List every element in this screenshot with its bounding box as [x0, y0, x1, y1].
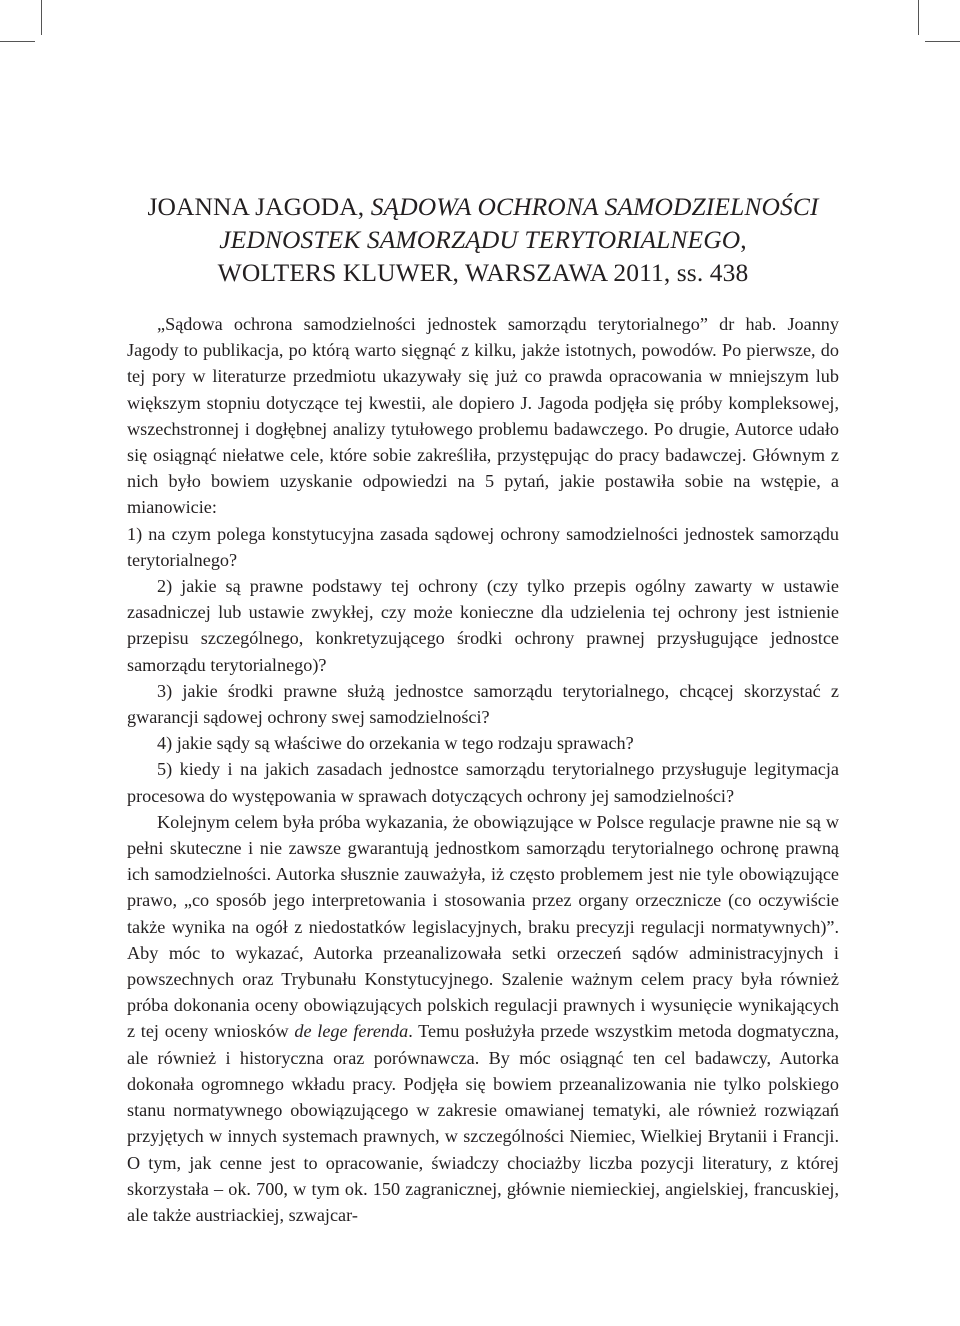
question-2: 2) jakie są prawne podstawy tej ochrony (czy tylko przepis ogólny zawarty w ustawie zasadniczej lub ustawie zwykłej, czy może konieczne dla udzielenia tej ochrony jest istnienie przepisu szczególnego, konkretyzującego środki ochrony prawnej przysługujące jednostce samorządu terytorialnego)? [127, 576, 839, 675]
review-body [127, 311, 839, 1228]
latin-phrase: de lege ferenda [294, 1021, 409, 1042]
crop-mark-top-left [41, 0, 42, 35]
review-title [127, 190, 839, 289]
paragraph-main [127, 809, 839, 1228]
crop-mark-right-top [925, 41, 960, 42]
crop-mark-top-right [918, 0, 919, 35]
title-comma: , [740, 225, 747, 254]
author-name: JOANNA JAGODA, [147, 192, 371, 221]
document-page [127, 190, 839, 1228]
paragraph-main-part2: . Temu posłużyła przede wszystkim metoda dogmatyczna, ale również i historyczna oraz porównawcza. By móc osiągnąć ten cel badawczy, Autorka dokonała ogromnego wkładu pracy. Podjęła się bowiem przeanalizowania nie tylko polskiego stanu normatywnego obowiązującego w zakresie omawianej tematyki, ale również rozwiązań przyjętych w innych systemach prawnych, w szczególności Niemiec, Wielkiej Brytanii i Francji. O tym, jak cenne jest to opracowanie, świadczy chociażby liczba pozycji literatury, z której skorzystała – ok. 700, w tym ok. 150 zagranicznej, głównie niemieckiej, angielskiej, francuskiej, ale także austriackiej, szwajcar- [127, 1021, 839, 1225]
question-1: 1) na czym polega konstytucyjna zasada sądowej ochrony samodzielności jednostek samorządu terytorialnego? [127, 523, 839, 570]
question-3: 3) jakie środki prawne służą jednostce samorządu terytorialnego, chcącej skorzystać z gwarancji sądowej ochrony swej samodzielności? [127, 680, 839, 728]
book-title-line1: SĄDOWA OCHRONA SAMODZIELNOŚCI [370, 192, 819, 221]
paragraph-main-part1: Kolejnym celem była próba wykazania, że obowiązujące w Polsce regulacje prawne nie są w pełni skuteczne i nie zawsze gwarantują jednostkom samorządu terytorialnego ochronę prawną ich samodzielności. Autorka słusznie zauważyła, iż często problemem jest nie tyle obowiązujące prawo, „co sposób jego interpretowania i stosowania przez organy orzecznicze (co oczywiście także wynika na ogół z niedostatków legislacyjnych, braku precyzji regulacji normatywnych)”. Aby móc to wykazać, Autorka przeanalizowała setki orzeczeń sądów administracyjnych i powszechnych oraz Trybunału Konstytucyjnego. Szalenie ważnym celem pracy była również próba dokonania oceny obowiązujących polskich regulacji prawnych i wysunięcie wynikających z tej oceny wniosków [127, 811, 839, 1042]
question-4: 4) jakie sądy są właściwe do orzekania w tego rodzaju sprawach? [157, 733, 634, 754]
question-5: 5) kiedy i na jakich zasadach jednostce samorządu terytorialnego przysługuje legitymacja procesowa do występowania w sprawach dotyczących ochrony jej samodzielności? [127, 759, 839, 806]
crop-mark-left-top [0, 41, 35, 42]
paragraph-intro: „Sądowa ochrona samodzielności jednostek samorządu terytorialnego” dr hab. Joanny Jagody to publikacja, po którą warto sięgnąć z kilku, jakże istotnych, powodów. Po pierwsze, do tej pory w literaturze przedmiotu ukazywały się już co prawda opracowania w mniejszym lub większym stopniu dotyczące tej kwestii, ale dopiero J. Jagoda podjęła się próby kompleksowej, wszechstronnej i dogłębnej analizy tytułowego problemu badawczego. Po drugie, Autorce udało się osiągnąć niełatwe cele, które sobie zakreśliła, przystępując do pracy badawczej. Głównym z nich było bowiem uzyskanie odpowiedzi na 5 pytań, jakie postawiła sobie na wstępie, a mianowicie: [127, 314, 839, 518]
book-title-line2: JEDNOSTEK SAMORZĄDU TERYTORIALNEGO [219, 225, 741, 254]
publisher-info: WOLTERS KLUWER, WARSZAWA 2011, ss. 438 [217, 258, 749, 287]
